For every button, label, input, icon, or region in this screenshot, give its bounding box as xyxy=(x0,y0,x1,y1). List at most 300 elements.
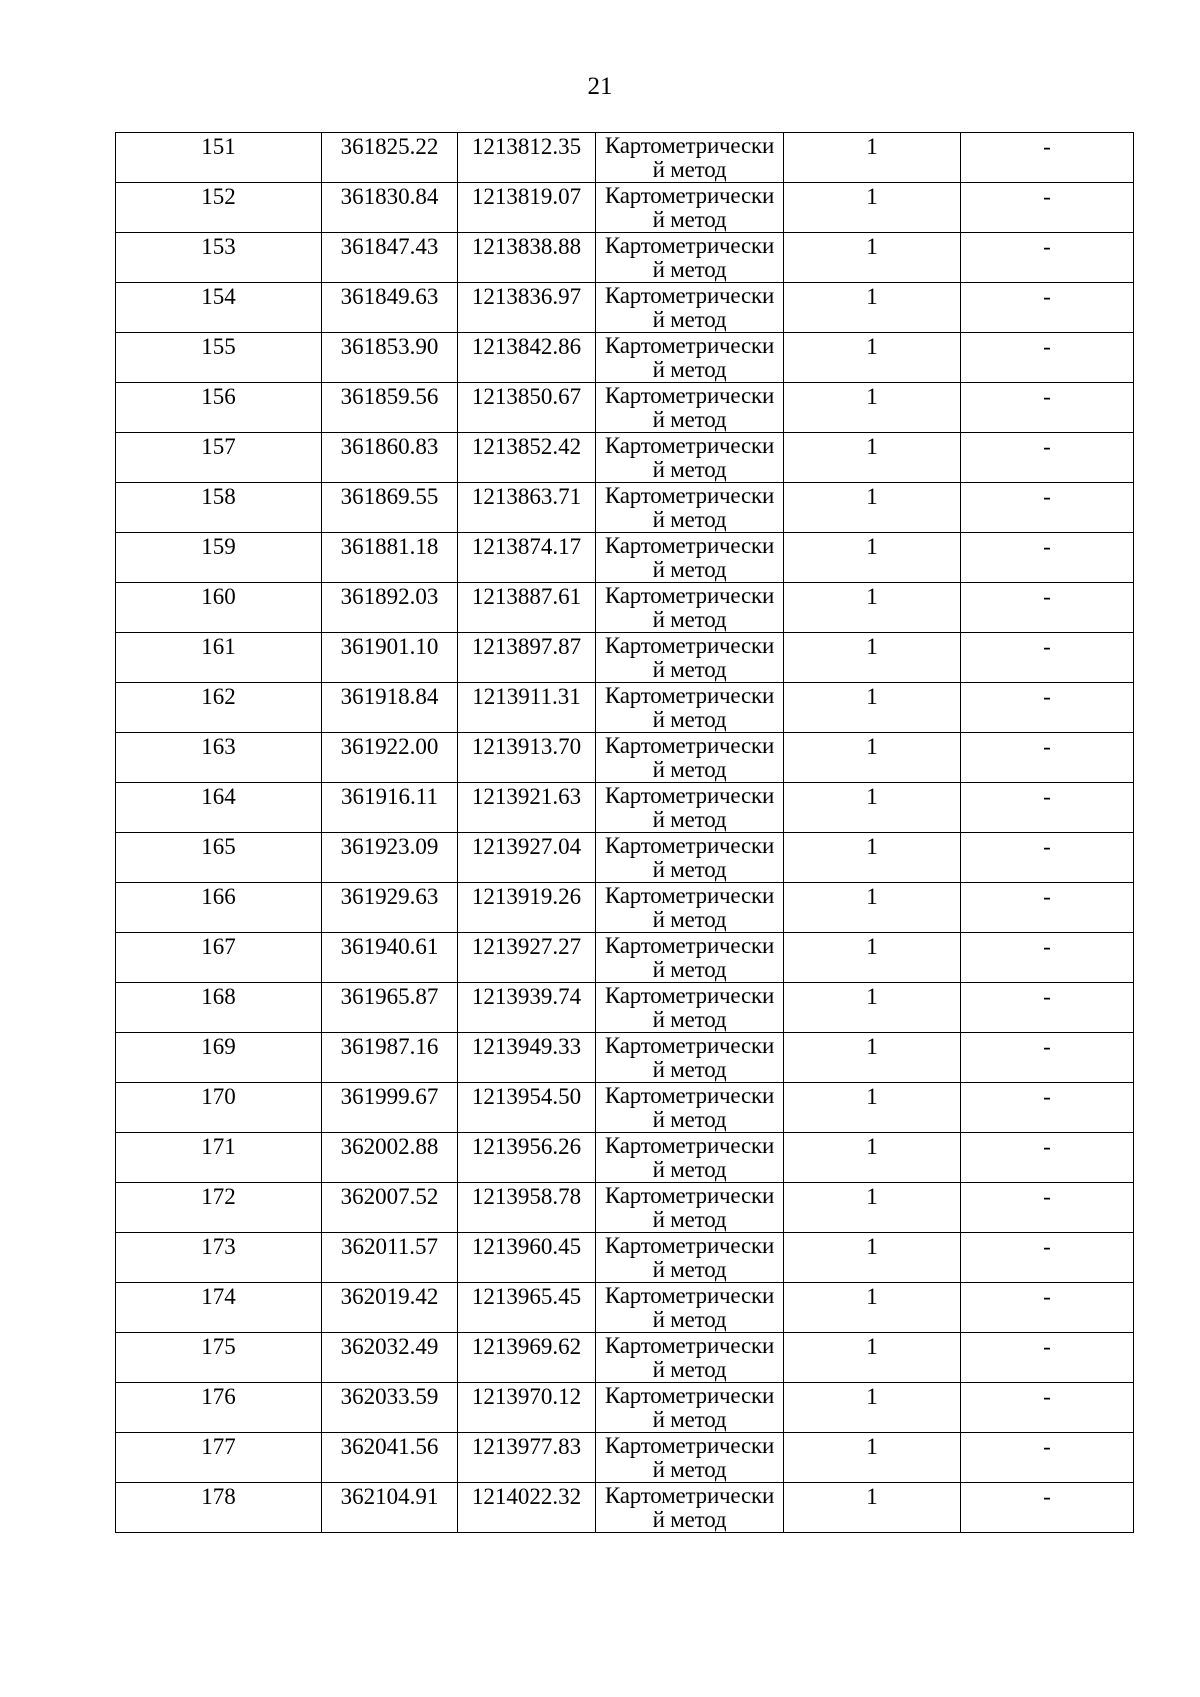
x-coordinate-cell xyxy=(322,1383,458,1433)
point-number-cell-text: 176 xyxy=(201,1384,236,1409)
y-coordinate-cell-text: 1213887.61 xyxy=(471,584,582,609)
method-cell xyxy=(596,183,784,233)
point-number-cell xyxy=(116,1183,322,1233)
description-cell xyxy=(961,1433,1134,1483)
method-cell xyxy=(596,833,784,883)
x-coordinate-cell-text: 361830.84 xyxy=(340,184,439,209)
y-coordinate-cell-text: 1213927.04 xyxy=(471,834,582,859)
accuracy-cell xyxy=(784,683,961,733)
point-number-cell xyxy=(116,533,322,583)
point-number-cell-text: 165 xyxy=(201,834,236,859)
accuracy-cell-text: 1 xyxy=(866,1184,878,1209)
method-cell-text: Картометрически й метод xyxy=(604,183,775,232)
y-coordinate-cell-text: 1213969.62 xyxy=(471,1334,582,1359)
accuracy-cell xyxy=(784,983,961,1033)
x-coordinate-cell-text: 362032.49 xyxy=(340,1334,439,1359)
y-coordinate-cell xyxy=(458,183,596,233)
accuracy-cell xyxy=(784,333,961,383)
x-coordinate-cell-text: 361987.16 xyxy=(340,1034,439,1059)
description-cell-text: - xyxy=(1043,1434,1051,1459)
description-cell xyxy=(961,433,1134,483)
method-cell-text: Картометрически й метод xyxy=(604,1133,775,1182)
point-number-cell-text: 160 xyxy=(201,584,236,609)
y-coordinate-cell xyxy=(458,583,596,633)
y-coordinate-cell xyxy=(458,1133,596,1183)
method-cell-text: Картометрически й метод xyxy=(604,283,775,332)
method-cell-text: Картометрически й метод xyxy=(604,533,775,582)
y-coordinate-cell xyxy=(458,1483,596,1533)
y-coordinate-cell-text: 1213874.17 xyxy=(471,534,582,559)
point-number-cell xyxy=(116,183,322,233)
point-number-cell-text: 153 xyxy=(201,234,236,259)
method-cell-text: Картометрически й метод xyxy=(604,483,775,532)
table-row xyxy=(116,533,1134,583)
x-coordinate-cell xyxy=(322,583,458,633)
y-coordinate-cell-text: 1213927.27 xyxy=(471,934,582,959)
method-cell-text: Картометрически й метод xyxy=(604,1383,775,1432)
method-cell-text: Картометрически й метод xyxy=(604,883,775,932)
x-coordinate-cell-text: 361940.61 xyxy=(340,934,439,959)
x-coordinate-cell xyxy=(322,533,458,583)
point-number-cell xyxy=(116,1033,322,1083)
table-row xyxy=(116,283,1134,333)
method-cell xyxy=(596,1433,784,1483)
point-number-cell-text: 177 xyxy=(201,1434,236,1459)
description-cell-text: - xyxy=(1043,234,1051,259)
description-cell-text: - xyxy=(1043,1134,1051,1159)
y-coordinate-cell-text: 1213965.45 xyxy=(471,1284,582,1309)
point-number-cell-text: 159 xyxy=(201,534,236,559)
description-cell xyxy=(961,1233,1134,1283)
accuracy-cell-text: 1 xyxy=(866,734,878,759)
description-cell xyxy=(961,183,1134,233)
x-coordinate-cell xyxy=(322,833,458,883)
method-cell-text: Картометрически й метод xyxy=(604,1033,775,1082)
x-coordinate-cell xyxy=(322,1183,458,1233)
accuracy-cell xyxy=(784,633,961,683)
method-cell-text: Картометрически й метод xyxy=(604,1433,775,1482)
y-coordinate-cell-text: 1213850.67 xyxy=(471,384,582,409)
x-coordinate-cell xyxy=(322,333,458,383)
method-cell xyxy=(596,633,784,683)
accuracy-cell xyxy=(784,283,961,333)
description-cell-text: - xyxy=(1043,1484,1051,1509)
point-number-cell-text: 172 xyxy=(201,1184,236,1209)
y-coordinate-cell-text: 1213911.31 xyxy=(472,684,581,709)
method-cell-text: Картометрически й метод xyxy=(604,683,775,732)
coordinates-table xyxy=(115,132,1134,1533)
description-cell xyxy=(961,633,1134,683)
table-row xyxy=(116,583,1134,633)
x-coordinate-cell xyxy=(322,283,458,333)
point-number-cell-text: 162 xyxy=(201,684,236,709)
description-cell xyxy=(961,233,1134,283)
table-row xyxy=(116,933,1134,983)
y-coordinate-cell xyxy=(458,283,596,333)
x-coordinate-cell-text: 361847.43 xyxy=(340,234,439,259)
table-row xyxy=(116,1233,1134,1283)
accuracy-cell-text: 1 xyxy=(866,184,878,209)
point-number-cell-text: 178 xyxy=(201,1484,236,1509)
y-coordinate-cell-text: 1213977.83 xyxy=(471,1434,582,1459)
description-cell-text: - xyxy=(1043,784,1051,809)
accuracy-cell-text: 1 xyxy=(866,984,878,1009)
point-number-cell xyxy=(116,583,322,633)
method-cell xyxy=(596,1333,784,1383)
y-coordinate-cell xyxy=(458,1083,596,1133)
table-row xyxy=(116,133,1134,183)
description-cell-text: - xyxy=(1043,1284,1051,1309)
x-coordinate-cell-text: 361859.56 xyxy=(340,384,439,409)
accuracy-cell xyxy=(784,483,961,533)
point-number-cell-text: 166 xyxy=(201,884,236,909)
description-cell-text: - xyxy=(1043,1334,1051,1359)
point-number-cell xyxy=(116,1383,322,1433)
method-cell xyxy=(596,433,784,483)
x-coordinate-cell-text: 362104.91 xyxy=(340,1484,439,1509)
point-number-cell-text: 167 xyxy=(201,934,236,959)
x-coordinate-cell-text: 361999.67 xyxy=(340,1084,439,1109)
y-coordinate-cell xyxy=(458,1433,596,1483)
point-number-cell-text: 157 xyxy=(201,434,236,459)
description-cell-text: - xyxy=(1043,634,1051,659)
y-coordinate-cell xyxy=(458,783,596,833)
description-cell-text: - xyxy=(1043,1384,1051,1409)
x-coordinate-cell-text: 361853.90 xyxy=(340,334,439,359)
accuracy-cell xyxy=(784,933,961,983)
accuracy-cell-text: 1 xyxy=(866,584,878,609)
table-row xyxy=(116,1283,1134,1333)
y-coordinate-cell xyxy=(458,733,596,783)
accuracy-cell xyxy=(784,183,961,233)
table-row xyxy=(116,733,1134,783)
x-coordinate-cell-text: 361923.09 xyxy=(340,834,439,859)
point-number-cell-text: 175 xyxy=(201,1334,236,1359)
accuracy-cell-text: 1 xyxy=(866,284,878,309)
description-cell-text: - xyxy=(1043,384,1051,409)
x-coordinate-cell xyxy=(322,1283,458,1333)
method-cell xyxy=(596,1283,784,1333)
y-coordinate-cell xyxy=(458,533,596,583)
method-cell xyxy=(596,1083,784,1133)
y-coordinate-cell xyxy=(458,683,596,733)
point-number-cell-text: 158 xyxy=(201,484,236,509)
point-number-cell xyxy=(116,1433,322,1483)
description-cell xyxy=(961,283,1134,333)
description-cell-text: - xyxy=(1043,1084,1051,1109)
description-cell-text: - xyxy=(1043,884,1051,909)
y-coordinate-cell xyxy=(458,1183,596,1233)
point-number-cell xyxy=(116,633,322,683)
point-number-cell-text: 155 xyxy=(201,334,236,359)
accuracy-cell xyxy=(784,1183,961,1233)
table-row xyxy=(116,683,1134,733)
y-coordinate-cell xyxy=(458,333,596,383)
method-cell-text: Картометрически й метод xyxy=(604,1483,775,1532)
description-cell xyxy=(961,1383,1134,1433)
accuracy-cell-text: 1 xyxy=(866,1084,878,1109)
description-cell xyxy=(961,533,1134,583)
x-coordinate-cell-text: 361869.55 xyxy=(340,484,439,509)
point-number-cell-text: 154 xyxy=(201,284,236,309)
method-cell xyxy=(596,233,784,283)
y-coordinate-cell-text: 1213812.35 xyxy=(471,134,582,159)
table-row xyxy=(116,1183,1134,1233)
description-cell xyxy=(961,1333,1134,1383)
y-coordinate-cell-text: 1213919.26 xyxy=(471,884,582,909)
x-coordinate-cell-text: 361825.22 xyxy=(340,134,439,159)
description-cell xyxy=(961,133,1134,183)
x-coordinate-cell-text: 362019.42 xyxy=(340,1284,439,1309)
method-cell-text: Картометрически й метод xyxy=(604,383,775,432)
y-coordinate-cell xyxy=(458,983,596,1033)
x-coordinate-cell-text: 362033.59 xyxy=(340,1384,439,1409)
y-coordinate-cell xyxy=(458,233,596,283)
point-number-cell-text: 151 xyxy=(201,134,236,159)
x-coordinate-cell-text: 361901.10 xyxy=(340,634,439,659)
x-coordinate-cell-text: 362041.56 xyxy=(340,1434,439,1459)
point-number-cell xyxy=(116,833,322,883)
method-cell-text: Картометрически й метод xyxy=(604,983,775,1032)
method-cell-text: Картометрически й метод xyxy=(604,233,775,282)
table-row xyxy=(116,1383,1134,1433)
point-number-cell-text: 152 xyxy=(201,184,236,209)
table-row xyxy=(116,483,1134,533)
point-number-cell xyxy=(116,733,322,783)
point-number-cell xyxy=(116,933,322,983)
point-number-cell xyxy=(116,1083,322,1133)
y-coordinate-cell-text: 1213819.07 xyxy=(471,184,582,209)
accuracy-cell-text: 1 xyxy=(866,1334,878,1359)
description-cell xyxy=(961,583,1134,633)
accuracy-cell xyxy=(784,1283,961,1333)
x-coordinate-cell-text: 361922.00 xyxy=(340,734,439,759)
method-cell xyxy=(596,1483,784,1533)
accuracy-cell xyxy=(784,1133,961,1183)
description-cell-text: - xyxy=(1043,484,1051,509)
description-cell xyxy=(961,1133,1134,1183)
accuracy-cell xyxy=(784,433,961,483)
accuracy-cell-text: 1 xyxy=(866,434,878,459)
accuracy-cell-text: 1 xyxy=(866,684,878,709)
method-cell xyxy=(596,583,784,633)
table-row xyxy=(116,783,1134,833)
point-number-cell xyxy=(116,283,322,333)
point-number-cell xyxy=(116,133,322,183)
table-row xyxy=(116,383,1134,433)
x-coordinate-cell-text: 362007.52 xyxy=(340,1184,439,1209)
description-cell xyxy=(961,883,1134,933)
method-cell xyxy=(596,1033,784,1083)
accuracy-cell-text: 1 xyxy=(866,1434,878,1459)
method-cell xyxy=(596,683,784,733)
description-cell xyxy=(961,1083,1134,1133)
point-number-cell-text: 161 xyxy=(201,634,236,659)
accuracy-cell-text: 1 xyxy=(866,234,878,259)
point-number-cell-text: 156 xyxy=(201,384,236,409)
accuracy-cell-text: 1 xyxy=(866,1234,878,1259)
point-number-cell xyxy=(116,883,322,933)
x-coordinate-cell-text: 361929.63 xyxy=(340,884,439,909)
point-number-cell-text: 171 xyxy=(201,1134,236,1159)
point-number-cell-text: 170 xyxy=(201,1084,236,1109)
point-number-cell xyxy=(116,233,322,283)
method-cell xyxy=(596,783,784,833)
accuracy-cell-text: 1 xyxy=(866,784,878,809)
x-coordinate-cell xyxy=(322,1083,458,1133)
description-cell-text: - xyxy=(1043,934,1051,959)
accuracy-cell-text: 1 xyxy=(866,934,878,959)
x-coordinate-cell xyxy=(322,983,458,1033)
table-row xyxy=(116,183,1134,233)
point-number-cell-text: 163 xyxy=(201,734,236,759)
accuracy-cell xyxy=(784,1383,961,1433)
method-cell xyxy=(596,383,784,433)
description-cell xyxy=(961,1283,1134,1333)
x-coordinate-cell xyxy=(322,1333,458,1383)
x-coordinate-cell xyxy=(322,933,458,983)
accuracy-cell-text: 1 xyxy=(866,1134,878,1159)
method-cell xyxy=(596,1383,784,1433)
x-coordinate-cell-text: 361916.11 xyxy=(341,784,438,809)
table-row xyxy=(116,1433,1134,1483)
x-coordinate-cell xyxy=(322,1233,458,1283)
method-cell-text: Картометрически й метод xyxy=(604,133,775,182)
description-cell-text: - xyxy=(1043,734,1051,759)
x-coordinate-cell xyxy=(322,183,458,233)
description-cell-text: - xyxy=(1043,1234,1051,1259)
y-coordinate-cell xyxy=(458,383,596,433)
x-coordinate-cell xyxy=(322,783,458,833)
accuracy-cell-text: 1 xyxy=(866,884,878,909)
x-coordinate-cell xyxy=(322,1133,458,1183)
description-cell-text: - xyxy=(1043,534,1051,559)
method-cell-text: Картометрически й метод xyxy=(604,933,775,982)
description-cell xyxy=(961,933,1134,983)
x-coordinate-cell-text: 361881.18 xyxy=(340,534,439,559)
x-coordinate-cell-text: 361860.83 xyxy=(340,434,439,459)
point-number-cell xyxy=(116,383,322,433)
y-coordinate-cell-text: 1213921.63 xyxy=(471,784,582,809)
table-row xyxy=(116,233,1134,283)
accuracy-cell-text: 1 xyxy=(866,334,878,359)
table-row xyxy=(116,1333,1134,1383)
y-coordinate-cell xyxy=(458,1383,596,1433)
description-cell-text: - xyxy=(1043,1184,1051,1209)
x-coordinate-cell xyxy=(322,483,458,533)
x-coordinate-cell xyxy=(322,683,458,733)
accuracy-cell-text: 1 xyxy=(866,384,878,409)
accuracy-cell xyxy=(784,733,961,783)
accuracy-cell xyxy=(784,233,961,283)
accuracy-cell-text: 1 xyxy=(866,634,878,659)
y-coordinate-cell xyxy=(458,883,596,933)
x-coordinate-cell xyxy=(322,433,458,483)
y-coordinate-cell-text: 1213913.70 xyxy=(471,734,582,759)
x-coordinate-cell xyxy=(322,1483,458,1533)
description-cell xyxy=(961,483,1134,533)
accuracy-cell xyxy=(784,133,961,183)
table-row xyxy=(116,1133,1134,1183)
method-cell-text: Картометрически й метод xyxy=(604,1183,775,1232)
description-cell-text: - xyxy=(1043,284,1051,309)
method-cell-text: Картометрически й метод xyxy=(604,833,775,882)
x-coordinate-cell-text: 361849.63 xyxy=(340,284,439,309)
method-cell xyxy=(596,1233,784,1283)
method-cell xyxy=(596,1183,784,1233)
accuracy-cell xyxy=(784,533,961,583)
accuracy-cell-text: 1 xyxy=(866,534,878,559)
table-row xyxy=(116,1483,1134,1533)
method-cell-text: Картометрически й метод xyxy=(604,333,775,382)
description-cell xyxy=(961,383,1134,433)
x-coordinate-cell xyxy=(322,383,458,433)
point-number-cell xyxy=(116,1333,322,1383)
description-cell xyxy=(961,833,1134,883)
y-coordinate-cell-text: 1213958.78 xyxy=(471,1184,582,1209)
accuracy-cell xyxy=(784,783,961,833)
description-cell xyxy=(961,683,1134,733)
method-cell xyxy=(596,333,784,383)
description-cell xyxy=(961,983,1134,1033)
y-coordinate-cell xyxy=(458,1333,596,1383)
description-cell-text: - xyxy=(1043,134,1051,159)
accuracy-cell-text: 1 xyxy=(866,484,878,509)
y-coordinate-cell-text: 1213956.26 xyxy=(471,1134,582,1159)
accuracy-cell xyxy=(784,1233,961,1283)
method-cell-text: Картометрически й метод xyxy=(604,733,775,782)
y-coordinate-cell-text: 1213960.45 xyxy=(471,1234,582,1259)
point-number-cell-text: 173 xyxy=(201,1234,236,1259)
description-cell-text: - xyxy=(1043,834,1051,859)
y-coordinate-cell-text: 1213838.88 xyxy=(471,234,582,259)
table-row xyxy=(116,433,1134,483)
x-coordinate-cell xyxy=(322,733,458,783)
y-coordinate-cell xyxy=(458,133,596,183)
accuracy-cell-text: 1 xyxy=(866,1034,878,1059)
point-number-cell-text: 168 xyxy=(201,984,236,1009)
point-number-cell xyxy=(116,1233,322,1283)
accuracy-cell xyxy=(784,1033,961,1083)
y-coordinate-cell xyxy=(458,933,596,983)
y-coordinate-cell-text: 1213970.12 xyxy=(471,1384,582,1409)
y-coordinate-cell-text: 1214022.32 xyxy=(471,1484,582,1509)
table-row xyxy=(116,833,1134,883)
x-coordinate-cell-text: 361918.84 xyxy=(340,684,439,709)
point-number-cell xyxy=(116,433,322,483)
description-cell-text: - xyxy=(1043,1034,1051,1059)
y-coordinate-cell-text: 1213954.50 xyxy=(471,1084,582,1109)
y-coordinate-cell-text: 1213939.74 xyxy=(471,984,582,1009)
y-coordinate-cell xyxy=(458,433,596,483)
accuracy-cell-text: 1 xyxy=(866,834,878,859)
x-coordinate-cell-text: 361892.03 xyxy=(340,584,439,609)
method-cell xyxy=(596,983,784,1033)
y-coordinate-cell-text: 1213897.87 xyxy=(471,634,582,659)
coordinates-table-body xyxy=(116,133,1134,1533)
accuracy-cell xyxy=(784,883,961,933)
method-cell-text: Картометрически й метод xyxy=(604,1233,775,1282)
description-cell xyxy=(961,733,1134,783)
x-coordinate-cell xyxy=(322,133,458,183)
description-cell-text: - xyxy=(1043,584,1051,609)
method-cell xyxy=(596,733,784,783)
description-cell xyxy=(961,783,1134,833)
accuracy-cell xyxy=(784,1433,961,1483)
method-cell-text: Картометрически й метод xyxy=(604,1333,775,1382)
point-number-cell xyxy=(116,1283,322,1333)
method-cell-text: Картометрически й метод xyxy=(604,783,775,832)
